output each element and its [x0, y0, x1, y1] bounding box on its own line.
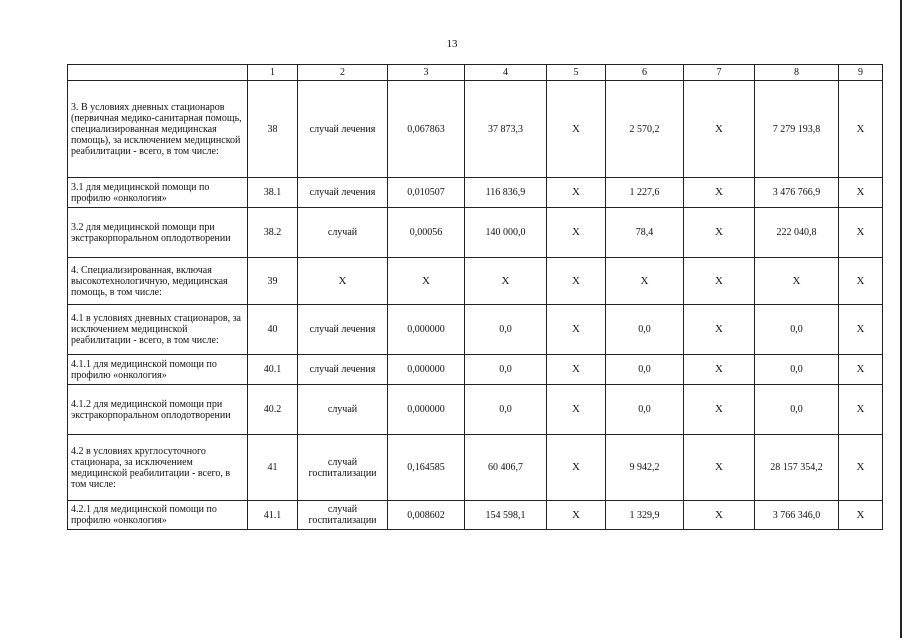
table-cell: 0,008602: [388, 501, 465, 530]
unit-cell: случай: [298, 208, 388, 258]
table-cell: 0,0: [465, 355, 547, 385]
table-cell: 0,0: [755, 385, 839, 435]
unit-cell: случай: [298, 385, 388, 435]
table-row: [68, 435, 883, 501]
table-cell: X: [684, 178, 755, 208]
table-row: [68, 305, 883, 355]
table-row: [68, 178, 883, 208]
table-cell: X: [547, 501, 606, 530]
table-cell: 0,0: [465, 385, 547, 435]
column-header: 1: [248, 65, 298, 81]
table-cell: 0,000000: [388, 305, 465, 355]
column-header: 8: [755, 65, 839, 81]
row-number-cell: 40: [248, 305, 298, 355]
row-label: 4.1 в условиях дневных стационаров, за исключением медицинской реабилитации - всего, в том числе:: [68, 305, 248, 355]
table-cell: X: [547, 208, 606, 258]
table-cell: X: [684, 501, 755, 530]
table-cell: X: [839, 385, 883, 435]
table-cell: 9 942,2: [606, 435, 684, 501]
unit-cell: случай лечения: [298, 81, 388, 178]
unit-cell: X: [298, 258, 388, 305]
table-row: [68, 501, 883, 530]
row-number-cell: 39: [248, 258, 298, 305]
table-cell: 0,164585: [388, 435, 465, 501]
row-number-cell: 41: [248, 435, 298, 501]
table-cell: X: [684, 355, 755, 385]
table-cell: 3 766 346,0: [755, 501, 839, 530]
table-row: [68, 258, 883, 305]
column-header: 6: [606, 65, 684, 81]
table-cell: 0,0: [755, 305, 839, 355]
table-cell: 0,0: [606, 305, 684, 355]
table-cell: X: [547, 258, 606, 305]
table-cell: X: [755, 258, 839, 305]
table-cell: 1 227,6: [606, 178, 684, 208]
table-row: [68, 355, 883, 385]
column-header: 7: [684, 65, 755, 81]
table-cell: 3 476 766,9: [755, 178, 839, 208]
row-label: 3. В условиях дневных стационаров (первичная медико-санитарная помощь, специализированная медицинская помощь), за исключением медицинской реабилитации - всего, в том числе:: [68, 81, 248, 178]
table-header-row: [68, 65, 883, 81]
row-label: 4.1.2 для медицинской помощи при экстракорпоральном оплодотворении: [68, 385, 248, 435]
column-header: 5: [547, 65, 606, 81]
row-number-cell: 41.1: [248, 501, 298, 530]
page-edge-line: [900, 0, 902, 638]
table-cell: X: [684, 258, 755, 305]
table-row: [68, 385, 883, 435]
table-cell: X: [388, 258, 465, 305]
table-cell: 78,4: [606, 208, 684, 258]
table-cell: 222 040,8: [755, 208, 839, 258]
table-cell: X: [839, 355, 883, 385]
table-cell: X: [547, 385, 606, 435]
row-number-cell: 40.2: [248, 385, 298, 435]
data-table: [67, 64, 883, 530]
table-cell: 0,0: [606, 355, 684, 385]
table-cell: 154 598,1: [465, 501, 547, 530]
table-cell: X: [684, 435, 755, 501]
table-cell: 37 873,3: [465, 81, 547, 178]
table-cell: 28 157 354,2: [755, 435, 839, 501]
table-cell: 0,000000: [388, 355, 465, 385]
table-cell: X: [547, 305, 606, 355]
column-header: 9: [839, 65, 883, 81]
table-cell: 0,067863: [388, 81, 465, 178]
table-cell: 60 406,7: [465, 435, 547, 501]
table-cell: 0,0: [606, 385, 684, 435]
table-row: [68, 208, 883, 258]
table-cell: 0,0: [755, 355, 839, 385]
table-cell: X: [839, 178, 883, 208]
table-cell: X: [839, 81, 883, 178]
row-label: 4.2.1 для медицинской помощи по профилю «онкология»: [68, 501, 248, 530]
row-label: 4.2 в условиях круглосуточного стационара, за исключением медицинской реабилитации - всего, в том числе:: [68, 435, 248, 501]
table-cell: X: [547, 355, 606, 385]
row-number-cell: 38: [248, 81, 298, 178]
table-cell: X: [547, 435, 606, 501]
table-cell: X: [684, 81, 755, 178]
row-label: 3.2 для медицинской помощи при экстракорпоральном оплодотворении: [68, 208, 248, 258]
row-number-cell: 40.1: [248, 355, 298, 385]
table-cell: X: [839, 435, 883, 501]
row-number-cell: 38.1: [248, 178, 298, 208]
table-cell: 0,000000: [388, 385, 465, 435]
table-cell: X: [684, 208, 755, 258]
table-cell: X: [839, 258, 883, 305]
column-header: [68, 65, 248, 81]
table-cell: X: [839, 501, 883, 530]
table-cell: X: [684, 385, 755, 435]
unit-cell: случай госпитализации: [298, 435, 388, 501]
table-row: [68, 81, 883, 178]
table-cell: 116 836,9: [465, 178, 547, 208]
table-cell: 140 000,0: [465, 208, 547, 258]
table-cell: 0,010507: [388, 178, 465, 208]
column-header: 4: [465, 65, 547, 81]
row-label: 4. Специализированная, включая высокотехнологичную, медицинская помощь, в том числе:: [68, 258, 248, 305]
table-cell: X: [547, 81, 606, 178]
unit-cell: случай лечения: [298, 305, 388, 355]
column-header: 2: [298, 65, 388, 81]
page-number: 13: [446, 38, 458, 50]
table-cell: 0,00056: [388, 208, 465, 258]
table-cell: 2 570,2: [606, 81, 684, 178]
unit-cell: случай лечения: [298, 355, 388, 385]
row-label: 3.1 для медицинской помощи по профилю «онкология»: [68, 178, 248, 208]
table-cell: X: [606, 258, 684, 305]
table-cell: 7 279 193,8: [755, 81, 839, 178]
row-label: 4.1.1 для медицинской помощи по профилю «онкология»: [68, 355, 248, 385]
column-header: 3: [388, 65, 465, 81]
row-number-cell: 38.2: [248, 208, 298, 258]
table-cell: X: [839, 305, 883, 355]
table-cell: 1 329,9: [606, 501, 684, 530]
table-cell: X: [684, 305, 755, 355]
table-cell: 0,0: [465, 305, 547, 355]
unit-cell: случай госпитализации: [298, 501, 388, 530]
table-cell: X: [547, 178, 606, 208]
unit-cell: случай лечения: [298, 178, 388, 208]
table-cell: X: [839, 208, 883, 258]
table-cell: X: [465, 258, 547, 305]
